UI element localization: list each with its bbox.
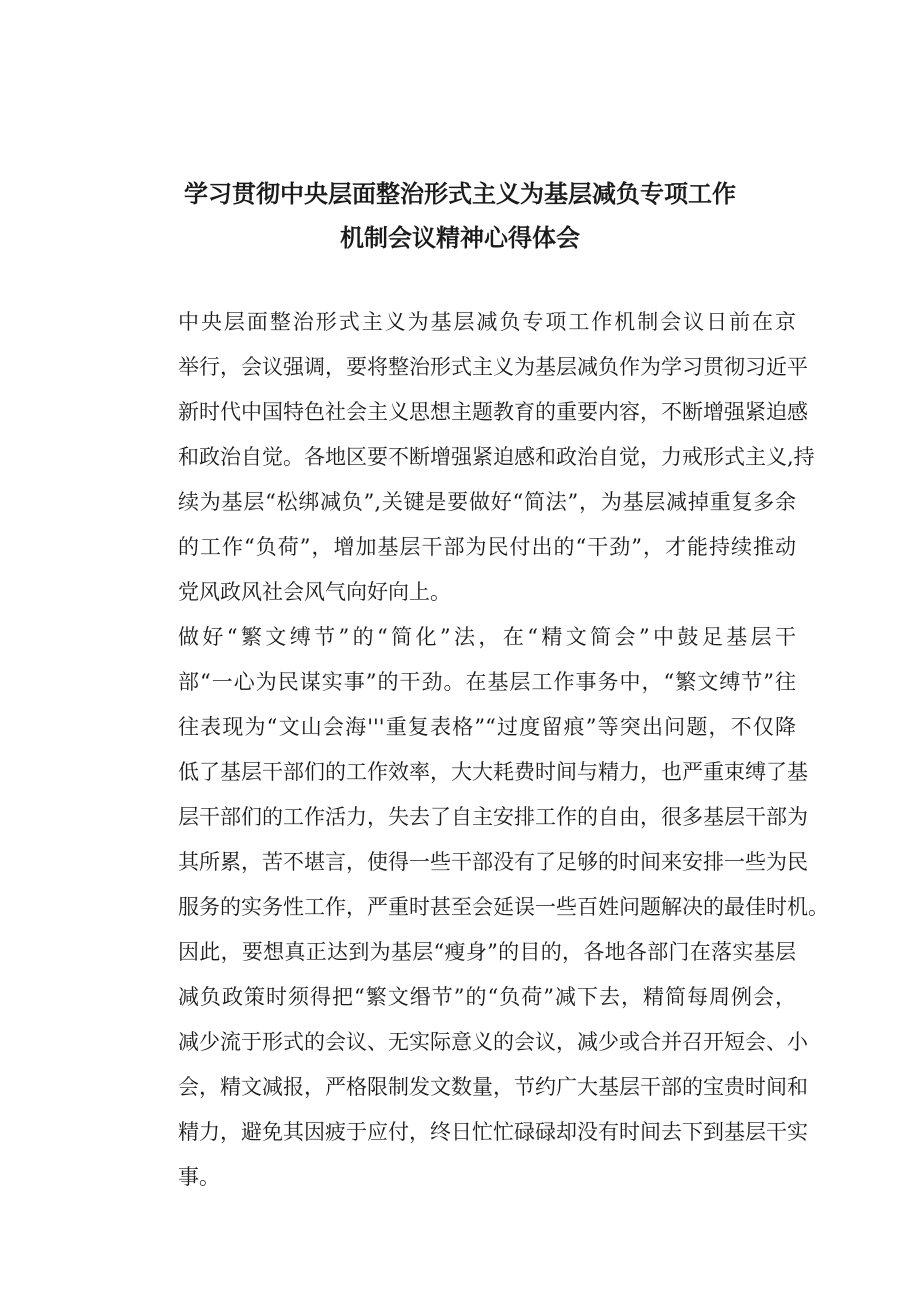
document-title bbox=[0, 172, 920, 260]
document-body bbox=[136, 300, 829, 1200]
text-line: 往表现为“文山会海'''重复表格”“过度留痕”等突出问题，不仅降 bbox=[178, 715, 796, 739]
text-line: 层干部们的工作活力，失去了自主安排工作的自由，很多基层干部为 bbox=[178, 805, 808, 829]
paragraph-2 bbox=[136, 615, 829, 1200]
text-line: 和政治自觉。各地区要不断增强紧迫感和政治自觉，力戒形式主义,持 bbox=[178, 445, 815, 469]
text-line: 低了基层干部们的工作效率，大大耗费时间与精力，也严重束缚了基 bbox=[178, 760, 808, 784]
text-line: 做好“繁文缚节”的“简化”法，在“精文简会”中鼓足基层干 bbox=[178, 625, 796, 649]
text-line: 减负政策时须得把“繁文缗节”的“负荷”减下去，精简每周例会， bbox=[178, 985, 796, 1009]
text-line: 新时代中国特色社会主义思想主题教育的重要内容，不断增强紧迫感 bbox=[178, 400, 808, 424]
text-line: 其所累，苦不堪言，使得一些干部没有了足够的时间来安排一些为民 bbox=[178, 850, 808, 874]
text-line: 续为基层“松绑减负”,关键是要做好“简法”，为基层减掉重复多余 bbox=[178, 490, 796, 514]
text-line: 部“一心为民谋实事”的干劲。在基层工作事务中，“繁文缚节”往 bbox=[178, 670, 796, 694]
paragraph-1 bbox=[136, 300, 815, 615]
text-line: 因此，要想真正达到为基层“瘦身”的目的，各地各部门在落实基层 bbox=[178, 940, 796, 964]
text-line: 事。 bbox=[178, 1165, 220, 1189]
title-line-1: 学习贯彻中央层面整治形式主义为基层减负专项工作 bbox=[184, 180, 736, 208]
text-line: 服务的实务性工作，严重时甚至会延误一些百姓问题解决的最佳时机。 bbox=[178, 895, 829, 919]
text-line: 党风政风社会风气向好向上。 bbox=[178, 580, 451, 604]
title-line-2: 机制会议精神心得体会 bbox=[340, 224, 580, 252]
text-line: 减少流于形式的会议、无实际意义的会议，减少或合并召开短会、小 bbox=[178, 1030, 808, 1054]
text-line: 精力，避免其因疲于应付，终日忙忙碌碌却没有时间去下到基层干实 bbox=[178, 1120, 808, 1144]
text-line: 会，精文减报，严格限制发文数量，节约广大基层干部的宝贵时间和 bbox=[178, 1075, 808, 1099]
text-line: 中央层面整治形式主义为基层减负专项工作机制会议日前在京 bbox=[178, 310, 796, 334]
text-line: 的工作“负荷”，增加基层干部为民付出的“干劲”，才能持续推动 bbox=[178, 535, 796, 559]
text-line: 举行，会议强调，要将整治形式主义为基层减负作为学习贯彻习近平 bbox=[178, 355, 808, 379]
